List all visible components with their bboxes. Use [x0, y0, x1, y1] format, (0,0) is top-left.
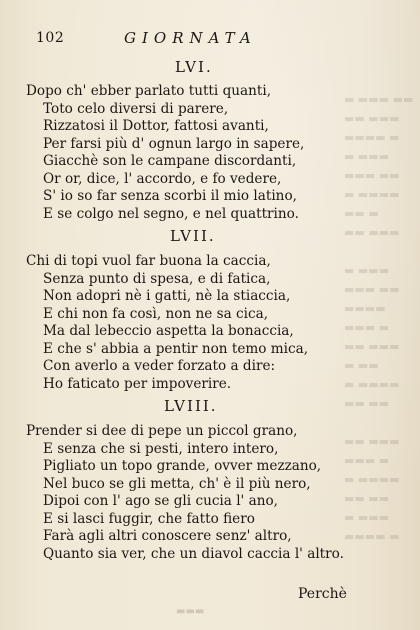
- page-number: 102: [36, 30, 65, 46]
- show-through-page-number: ▬▬▬: [176, 606, 205, 617]
- verse-line: Prender si dee di pepe un piccol grano,: [26, 423, 298, 439]
- verse-line: E si lasci fuggir, che fatto fiero: [43, 510, 255, 527]
- verse-line: E senza che si pesti, intero intero,: [43, 440, 279, 457]
- verse-line: Giacchè son le campane discordanti,: [43, 153, 297, 169]
- verse-line: Toto celo diversi di parere,: [43, 100, 229, 117]
- verse-line: Ma dal lebeccio aspetta la bonaccia,: [43, 323, 294, 339]
- verse-line: Dopo ch' ebber parlato tutti quanti,: [26, 83, 272, 99]
- verse-line: Nel buco se gli metta, ch' è il più nero,: [43, 475, 311, 492]
- running-head: GIORNATA: [124, 29, 257, 47]
- stanza-title: LVIII.: [164, 397, 218, 415]
- catchword: Perchè: [298, 586, 347, 602]
- verse-line: Ho faticato per impoverire.: [43, 375, 232, 392]
- stanza-title: LVI.: [175, 58, 213, 76]
- stanza: [26, 253, 308, 393]
- verse-line: Farà agli altri conoscere senz' altro,: [43, 528, 292, 544]
- verse-line: Dipoi con l' ago se gli cucia l' ano,: [43, 493, 278, 509]
- stanza-title: LVII.: [170, 227, 216, 245]
- verse-line: Or or, dice, l' accordo, e fo vedere,: [43, 170, 282, 187]
- verse-line: Con averlo a veder forzato a dire:: [43, 358, 276, 374]
- show-through-text: ▬▬ ▬▬▬ ▬ ▬▬▬ ▬▬ ▬ ▬▬▬▬ ▬▬▬ ▬ ▬▬ ▬▬▬ ▬▬▬▬ ▬ ▬ ▬▬ ▬▬▬ ▬▬ ▬▬▬ ▬ ▬▬ ▬▬▬ ▬▬▬▬ ▬ ▬▬▬ ▬▬▬ ▬▬ ▬▬ ▬ ▬▬▬▬ ▬ ▬▬ ▬▬ ▬▬▬ ▬▬ ▬ ▬▬▬ ▬▬▬▬ ▬ ▬▬ ▬▬ ▬▬▬ ▬ ▬ ▬▬▬▬: [344, 93, 414, 543]
- verse-line: Quanto sia ver, che un diavol caccia l' altro.: [43, 545, 344, 562]
- verse-line: Rizzatosi il Dottor, fattosi avanti,: [43, 118, 269, 134]
- verse-line: S' io so far senza scorbi il mio latino,: [43, 188, 297, 204]
- verse-line: E che s' abbia a pentir non temo mica,: [43, 340, 309, 357]
- page-header: [36, 30, 336, 50]
- verse-line: Per farsi più d' ognun largo in sapere,: [43, 135, 305, 152]
- verse-line: Pigliato un topo grande, ovver mezzano,: [43, 458, 322, 474]
- stanza: [26, 423, 344, 563]
- verse-line: E chi non fa così, non ne sa cica,: [43, 305, 269, 322]
- verse-line: Non adopri nè i gatti, nè la stiaccia,: [43, 288, 291, 304]
- verse-line: Chi di topi vuol far buona la caccia,: [26, 253, 271, 269]
- verse-line: Senza punto di spesa, e di fatica,: [43, 270, 271, 287]
- stanza: [26, 83, 304, 223]
- verse-line: E se colgo nel segno, e nel quattrino.: [43, 205, 299, 222]
